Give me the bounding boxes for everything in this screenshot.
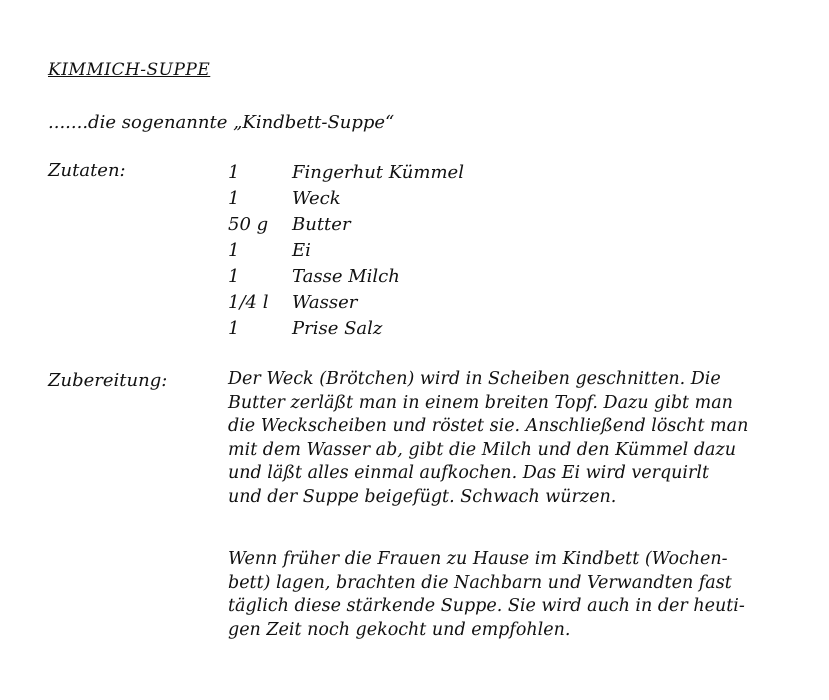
ingredient-quantity: 50 g bbox=[228, 214, 269, 235]
history-note bbox=[228, 548, 818, 642]
ingredient-name: Ei bbox=[292, 240, 311, 261]
ingredient-name: Prise Salz bbox=[292, 318, 383, 339]
ingredient-name: Fingerhut Kümmel bbox=[292, 162, 464, 183]
note-line: täglich diese stärkende Suppe. Sie wird auch in der heuti- bbox=[228, 596, 745, 616]
preparation-line: Butter zerläßt man in einem breiten Topf. Dazu gibt man bbox=[228, 392, 733, 413]
preparation-line: mit dem Wasser ab, gibt die Milch und den Kümmel dazu bbox=[228, 439, 736, 460]
ingredient-quantity: 1 bbox=[228, 188, 240, 209]
note-line: gen Zeit noch gekocht und empfohlen. bbox=[228, 619, 571, 640]
ingredient-row bbox=[228, 264, 464, 290]
note-line: Wenn früher die Frauen zu Hause im Kindbett (Wochen- bbox=[228, 549, 728, 569]
preparation-line: und der Suppe beigefügt. Schwach würzen. bbox=[228, 486, 617, 507]
ingredient-name: Weck bbox=[292, 188, 341, 209]
preparation-line: Der Weck (Brötchen) wird in Scheiben geschnitten. Die bbox=[228, 369, 721, 389]
note-line: bett) lagen, brachten die Nachbarn und Verwandten fast bbox=[228, 572, 732, 593]
ingredient-name: Tasse Milch bbox=[292, 266, 400, 287]
recipe-subtitle: .......die sogenannte „Kindbett-Suppe“ bbox=[48, 112, 395, 133]
ingredient-row bbox=[228, 160, 464, 186]
ingredient-quantity: 1 bbox=[228, 240, 240, 261]
ingredient-row bbox=[228, 290, 464, 316]
ingredient-quantity: 1 bbox=[228, 266, 240, 287]
preparation-line: und läßt alles einmal aufkochen. Das Ei wird verquirlt bbox=[228, 463, 710, 483]
preparation-label: Zubereitung: bbox=[48, 370, 168, 391]
recipe-title: KIMMICH-SUPPE bbox=[48, 60, 211, 80]
ingredients-label: Zutaten: bbox=[48, 160, 126, 181]
ingredient-row bbox=[228, 186, 464, 212]
ingredients-list bbox=[228, 160, 464, 342]
ingredient-row bbox=[228, 212, 464, 238]
ingredient-row bbox=[228, 238, 464, 264]
ingredient-quantity: 1/4 l bbox=[228, 292, 269, 313]
ingredient-quantity: 1 bbox=[228, 318, 240, 339]
preparation-text bbox=[228, 368, 818, 509]
preparation-line: die Weckscheiben und röstet sie. Anschließend löscht man bbox=[228, 416, 749, 436]
ingredient-name: Wasser bbox=[292, 292, 358, 313]
ingredient-row bbox=[228, 316, 464, 342]
ingredient-name: Butter bbox=[292, 214, 351, 235]
ingredient-quantity: 1 bbox=[228, 162, 240, 183]
